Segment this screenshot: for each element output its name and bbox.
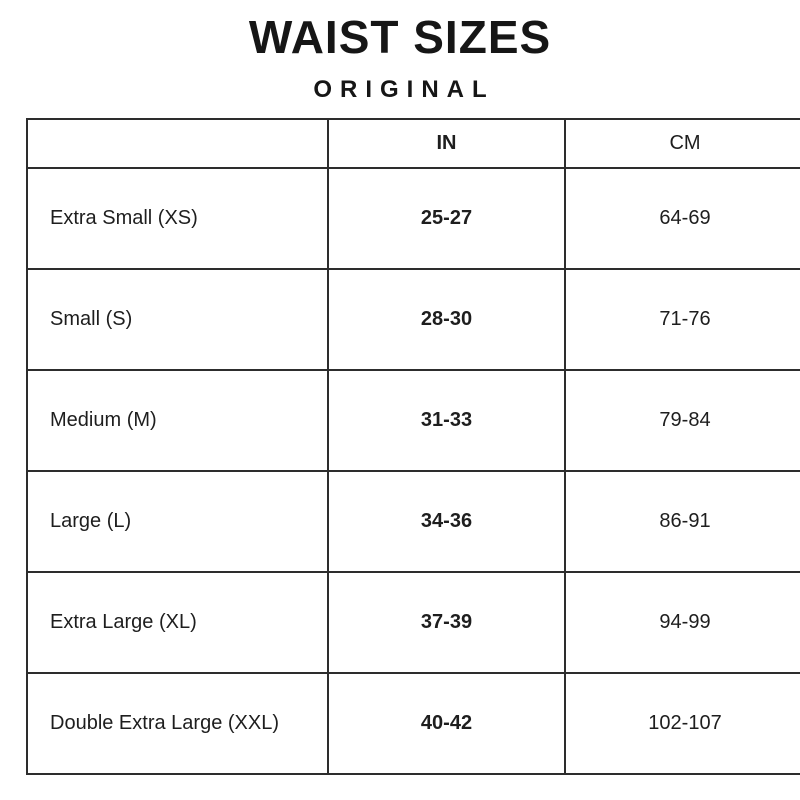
size-cm: 71-76 <box>565 269 800 370</box>
size-label: Double Extra Large (XXL) <box>27 673 328 774</box>
table-head <box>27 119 800 168</box>
page-title: WAIST SIZES <box>248 11 552 63</box>
table-row-s <box>27 269 800 370</box>
size-cm: 79-84 <box>565 370 800 471</box>
size-in: 37-39 <box>328 572 565 673</box>
size-in: 25-27 <box>328 168 565 269</box>
waist-sizes-table <box>26 118 800 775</box>
table-header-row <box>27 119 800 168</box>
size-label: Extra Small (XS) <box>27 168 328 269</box>
table-row-xxl <box>27 673 800 774</box>
size-label: Large (L) <box>27 471 328 572</box>
table-body <box>27 168 800 774</box>
size-in: 31-33 <box>328 370 565 471</box>
size-label: Extra Large (XL) <box>27 572 328 673</box>
size-cm: 102-107 <box>565 673 800 774</box>
size-label: Small (S) <box>27 269 328 370</box>
size-cm: 64-69 <box>565 168 800 269</box>
header-cell-cm: CM <box>565 119 800 168</box>
table-row-xl <box>27 572 800 673</box>
table-row-xs <box>27 168 800 269</box>
size-label: Medium (M) <box>27 370 328 471</box>
header-cell-in: IN <box>328 119 565 168</box>
size-in: 40-42 <box>328 673 565 774</box>
size-cm: 94-99 <box>565 572 800 673</box>
table-row-m <box>27 370 800 471</box>
table-row-l <box>27 471 800 572</box>
size-cm: 86-91 <box>565 471 800 572</box>
size-in: 34-36 <box>328 471 565 572</box>
size-in: 28-30 <box>328 269 565 370</box>
page-subtitle: ORIGINAL <box>313 76 495 103</box>
header-cell-size <box>27 119 328 168</box>
